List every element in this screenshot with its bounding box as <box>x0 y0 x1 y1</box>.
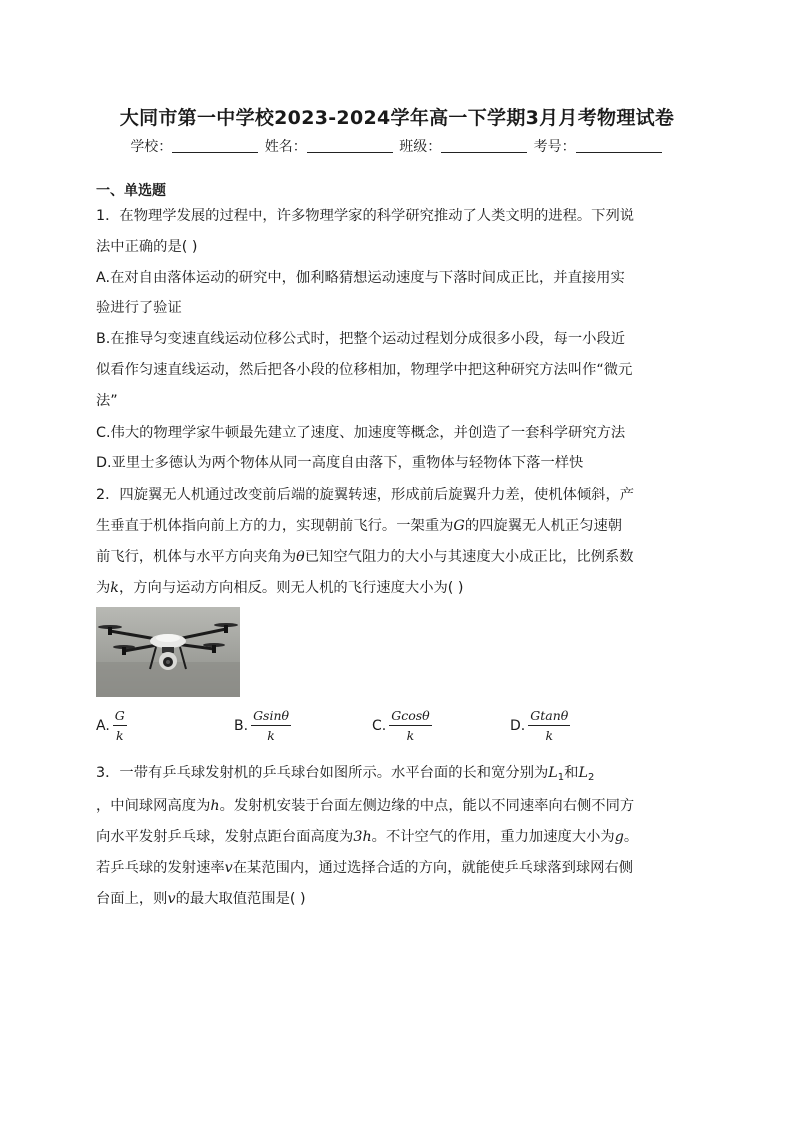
option-fraction <box>251 708 291 743</box>
q3-text: 3．一带有乒乓球发射机的乒乓球台如图所示。水平台面的长和宽分别为 <box>96 765 549 781</box>
class-blank <box>441 139 527 153</box>
q3-text: 台面上，则 <box>96 891 168 907</box>
q2-stem-line1: 2．四旋翼无人机通过改变前后端的旋翼转速，形成前后旋翼升力差，使机体倾斜，产 <box>96 487 635 503</box>
name-label: 姓名： <box>264 139 307 155</box>
q2-stem-line4 <box>96 577 706 597</box>
q3-stem-line4 <box>96 857 706 877</box>
q1-option-d: D.亚里士多德认为两个物体从同一高度自由落下，重物体与轻物体下落一样快 <box>96 455 584 471</box>
exam-title: 大同市第一中学校2023-2024学年高一下学期3月月考物理试卷 <box>119 107 675 129</box>
option-label: C. <box>372 717 387 734</box>
q3-var-g: g <box>614 829 624 845</box>
fraction-numerator: Gsinθ <box>251 708 291 726</box>
q3-text: 在某范围内，通过选择合适的方向，就能使乒乓球落到球网右侧 <box>232 860 634 876</box>
q1-option-b-line1: B.在推导匀变速直线运动位移公式时，把整个运动过程划分成很多小段，每一小段近 <box>96 331 626 347</box>
q3-var-v: v <box>224 860 233 876</box>
fraction-denominator: k <box>115 728 124 743</box>
q3-text: 向水平发射乒乓球，发射点距台面高度为 <box>96 829 354 845</box>
q3-text: 。发射机安装于台面左侧边缘的中点，能以不同速率向右侧不同方 <box>219 798 635 814</box>
q3-var-l2: L <box>578 765 588 781</box>
q2-option-b <box>234 708 291 743</box>
q3-text: 和 <box>564 765 579 781</box>
fraction-denominator: k <box>406 728 415 743</box>
option-label: B. <box>234 717 249 734</box>
q1-stem-line1: 1．在物理学发展的过程中，许多物理学家的科学研究推动了人类文明的进程。下列说 <box>96 208 635 224</box>
q2-text: 生垂直于机体指向前上方的力，实现朝前飞行。一架重为 <box>96 518 454 534</box>
q2-option-c <box>372 708 432 743</box>
q3-var-h: h <box>210 798 220 814</box>
q3-text: ，中间球网高度为 <box>96 798 211 814</box>
q2-stem-line3 <box>96 546 706 566</box>
option-label: A. <box>96 717 110 734</box>
q1-option-a-line2: 验进行了验证 <box>96 300 182 316</box>
student-info-row <box>0 136 794 156</box>
q2-option-a <box>96 708 127 743</box>
drone-illustration <box>96 607 240 697</box>
name-blank <box>307 139 393 153</box>
q1-stem-line2: 法中正确的是( ) <box>96 239 198 255</box>
drone-photo <box>96 607 240 697</box>
q3-stem-line3 <box>96 826 706 846</box>
option-fraction <box>113 708 127 743</box>
q3-stem-line2 <box>96 795 706 815</box>
q1-option-a-line1: A.在对自由落体运动的研究中，伽利略猜想运动速度与下落时间成正比，并直接用实 <box>96 270 625 286</box>
option-fraction <box>528 708 570 743</box>
fraction-numerator: Gcosθ <box>389 708 431 726</box>
q3-stem-line1 <box>96 762 706 783</box>
q3-var-v: v <box>167 891 176 907</box>
q3-text: 。不计空气的作用，重力加速度大小为 <box>371 829 615 845</box>
q2-text: 前飞行，机体与水平方向夹角为 <box>96 549 297 565</box>
q2-text: ，方向与运动方向相反。则无人机的飞行速度大小为( ) <box>118 580 464 596</box>
option-fraction <box>389 708 431 743</box>
school-blank <box>172 139 258 153</box>
q1-option-b-line3: 法” <box>96 393 118 409</box>
school-label: 学校： <box>130 139 173 155</box>
q2-text: 为 <box>96 580 111 596</box>
q3-text: 。 <box>623 829 639 845</box>
q3-var-l1: L <box>548 765 558 781</box>
q3-text: 若乒乓球的发射速率 <box>96 860 225 876</box>
exam-number-label: 考号： <box>533 139 576 155</box>
q2-var-theta: θ <box>296 549 305 565</box>
q1-option-c: C.伟大的物理学家牛顿最先建立了速度、加速度等概念，并创造了一套科学研究方法 <box>96 425 626 441</box>
q2-text: 已知空气阻力的大小与其速度大小成正比，比例系数 <box>304 549 634 565</box>
q2-text: 的四旋翼无人机正匀速朝 <box>464 518 623 534</box>
fraction-denominator: k <box>267 728 275 743</box>
q2-stem-line2 <box>96 515 706 535</box>
fraction-denominator: k <box>545 728 554 743</box>
fraction-numerator: Gtanθ <box>528 708 570 726</box>
q3-text: 的最大取值范围是( ) <box>175 891 306 907</box>
exam-number-blank <box>576 139 662 153</box>
q1-option-b-line2: 似看作匀速直线运动，然后把各小段的位移相加，物理学中把这种研究方法叫作“微元 <box>96 362 633 378</box>
section-heading: 一、单选题 <box>96 183 166 199</box>
q3-subscript: 2 <box>587 772 595 783</box>
q3-subscript: 1 <box>557 772 565 783</box>
q2-var-k: k <box>110 580 119 596</box>
option-label: D. <box>510 717 526 734</box>
class-label: 班级： <box>399 139 442 155</box>
q3-stem-line5 <box>96 888 706 908</box>
q2-var-g: G <box>453 518 465 534</box>
q3-var-3h: 3h <box>353 829 372 845</box>
q2-option-d <box>510 708 570 743</box>
fraction-numerator: G <box>113 708 127 726</box>
